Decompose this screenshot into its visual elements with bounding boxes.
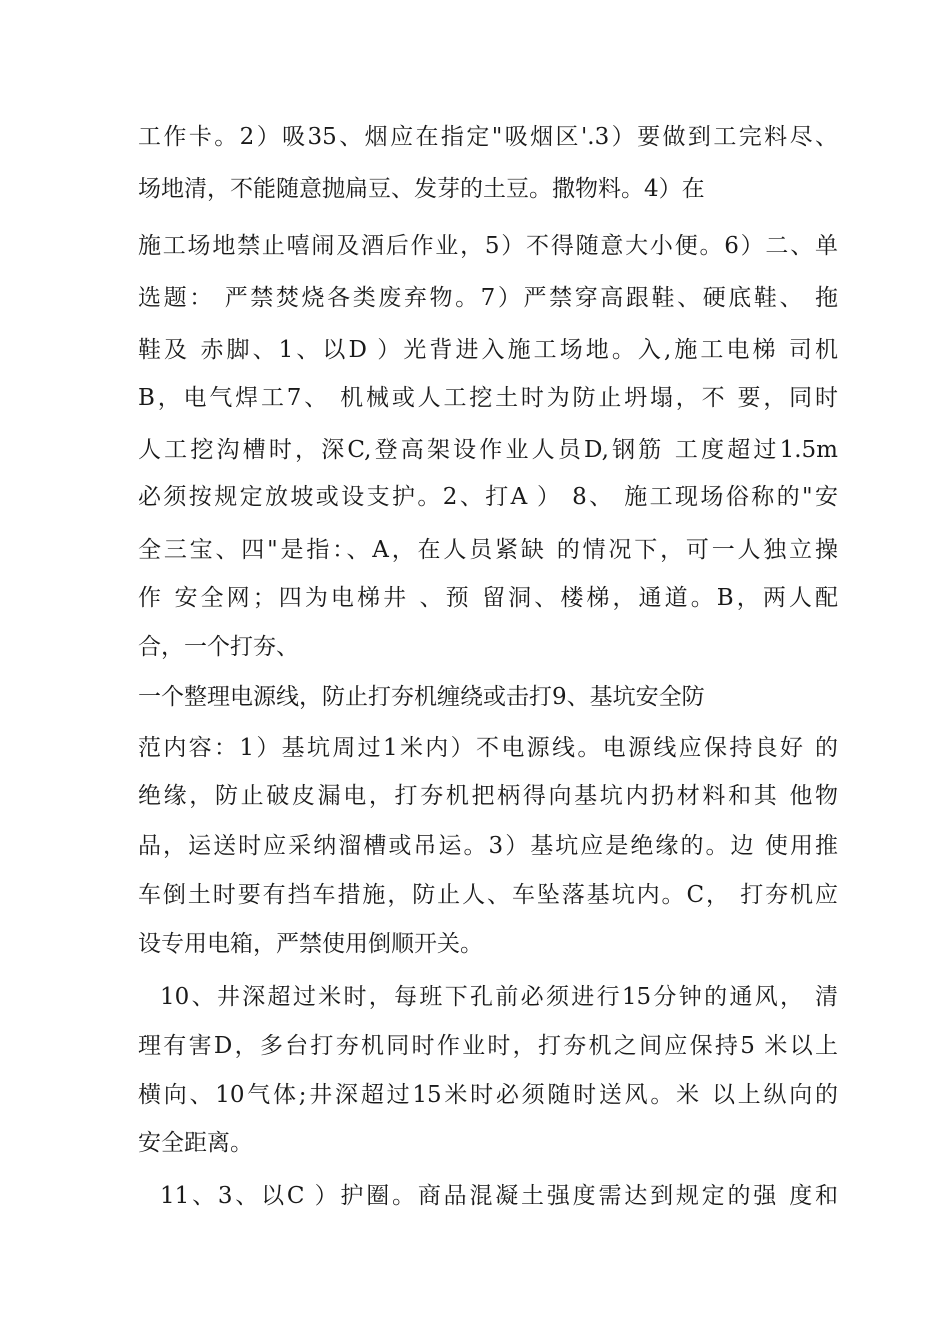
- text-line: 11、3、以C ）护圈。商品混凝土强度需达到规定的强 度和: [160, 1183, 838, 1209]
- text-line: 工作卡。2）吸35、烟应在指定"吸烟区'.3）要做到工完料尽、: [138, 124, 838, 150]
- text-line: 全三宝、四"是指：、A，在人员紧缺 的情况下，可一人独立操: [138, 537, 838, 563]
- text-line: 合，一个打夯、: [138, 634, 299, 660]
- text-line: 必须按规定放坡或设支护。2、打A ） 8、 施工现场俗称的"安: [138, 484, 838, 510]
- text-line: 人工挖沟槽时，深C,登高架设作业人员D,钢筋 工度超过1.5m: [138, 437, 838, 463]
- text-line: 选题： 严禁焚烧各类废弃物。7）严禁穿高跟鞋、硬底鞋、 拖: [138, 285, 838, 311]
- text-line: 范内容：1）基坑周过1米内）不电源线。电源线应保持良好 的: [138, 735, 838, 761]
- text-line: 理有害D，多台打夯机同时作业时，打夯机之间应保持5 米以上: [138, 1033, 838, 1059]
- text-line: 场地清，不能随意抛扁豆、发芽的土豆。撒物料。4）在: [138, 176, 705, 202]
- text-line: 一个整理电源线，防止打夯机缠绕或击打9、基坑安全防: [138, 684, 705, 710]
- text-line: 作 安全网；四为电梯井 、预 留洞、楼梯，通道。B，两人配: [138, 585, 838, 611]
- text-line: 车倒土时要有挡车措施，防止人、车坠落基坑内。C， 打夯机应: [138, 882, 838, 908]
- text-line: 安全距离。: [138, 1130, 253, 1156]
- text-line: 品，运送时应采纳溜槽或吊运。3）基坑应是绝缘的。边 使用推: [138, 833, 838, 859]
- text-line: 施工场地禁止嘻闹及酒后作业，5）不得随意大小便。6）二、单: [138, 233, 838, 259]
- text-line: 设专用电箱，严禁使用倒顺开关。: [138, 931, 483, 957]
- text-line: 绝缘，防止破皮漏电，打夯机把柄得向基坑内扔材料和其 他物: [138, 783, 838, 809]
- text-line: B，电气焊工7、 机械或人工挖土时为防止坍塌，不 要，同时: [138, 385, 838, 411]
- text-line: 鞋及 赤脚、1、以D ）光背进入施工场地。入,施工电梯 司机: [138, 337, 838, 363]
- text-line: 横向、10气体;井深超过15米时必须随时送风。米 以上纵向的: [138, 1082, 838, 1108]
- text-line: 10、井深超过米时，每班下孔前必须进行15分钟的通风， 清: [160, 984, 838, 1010]
